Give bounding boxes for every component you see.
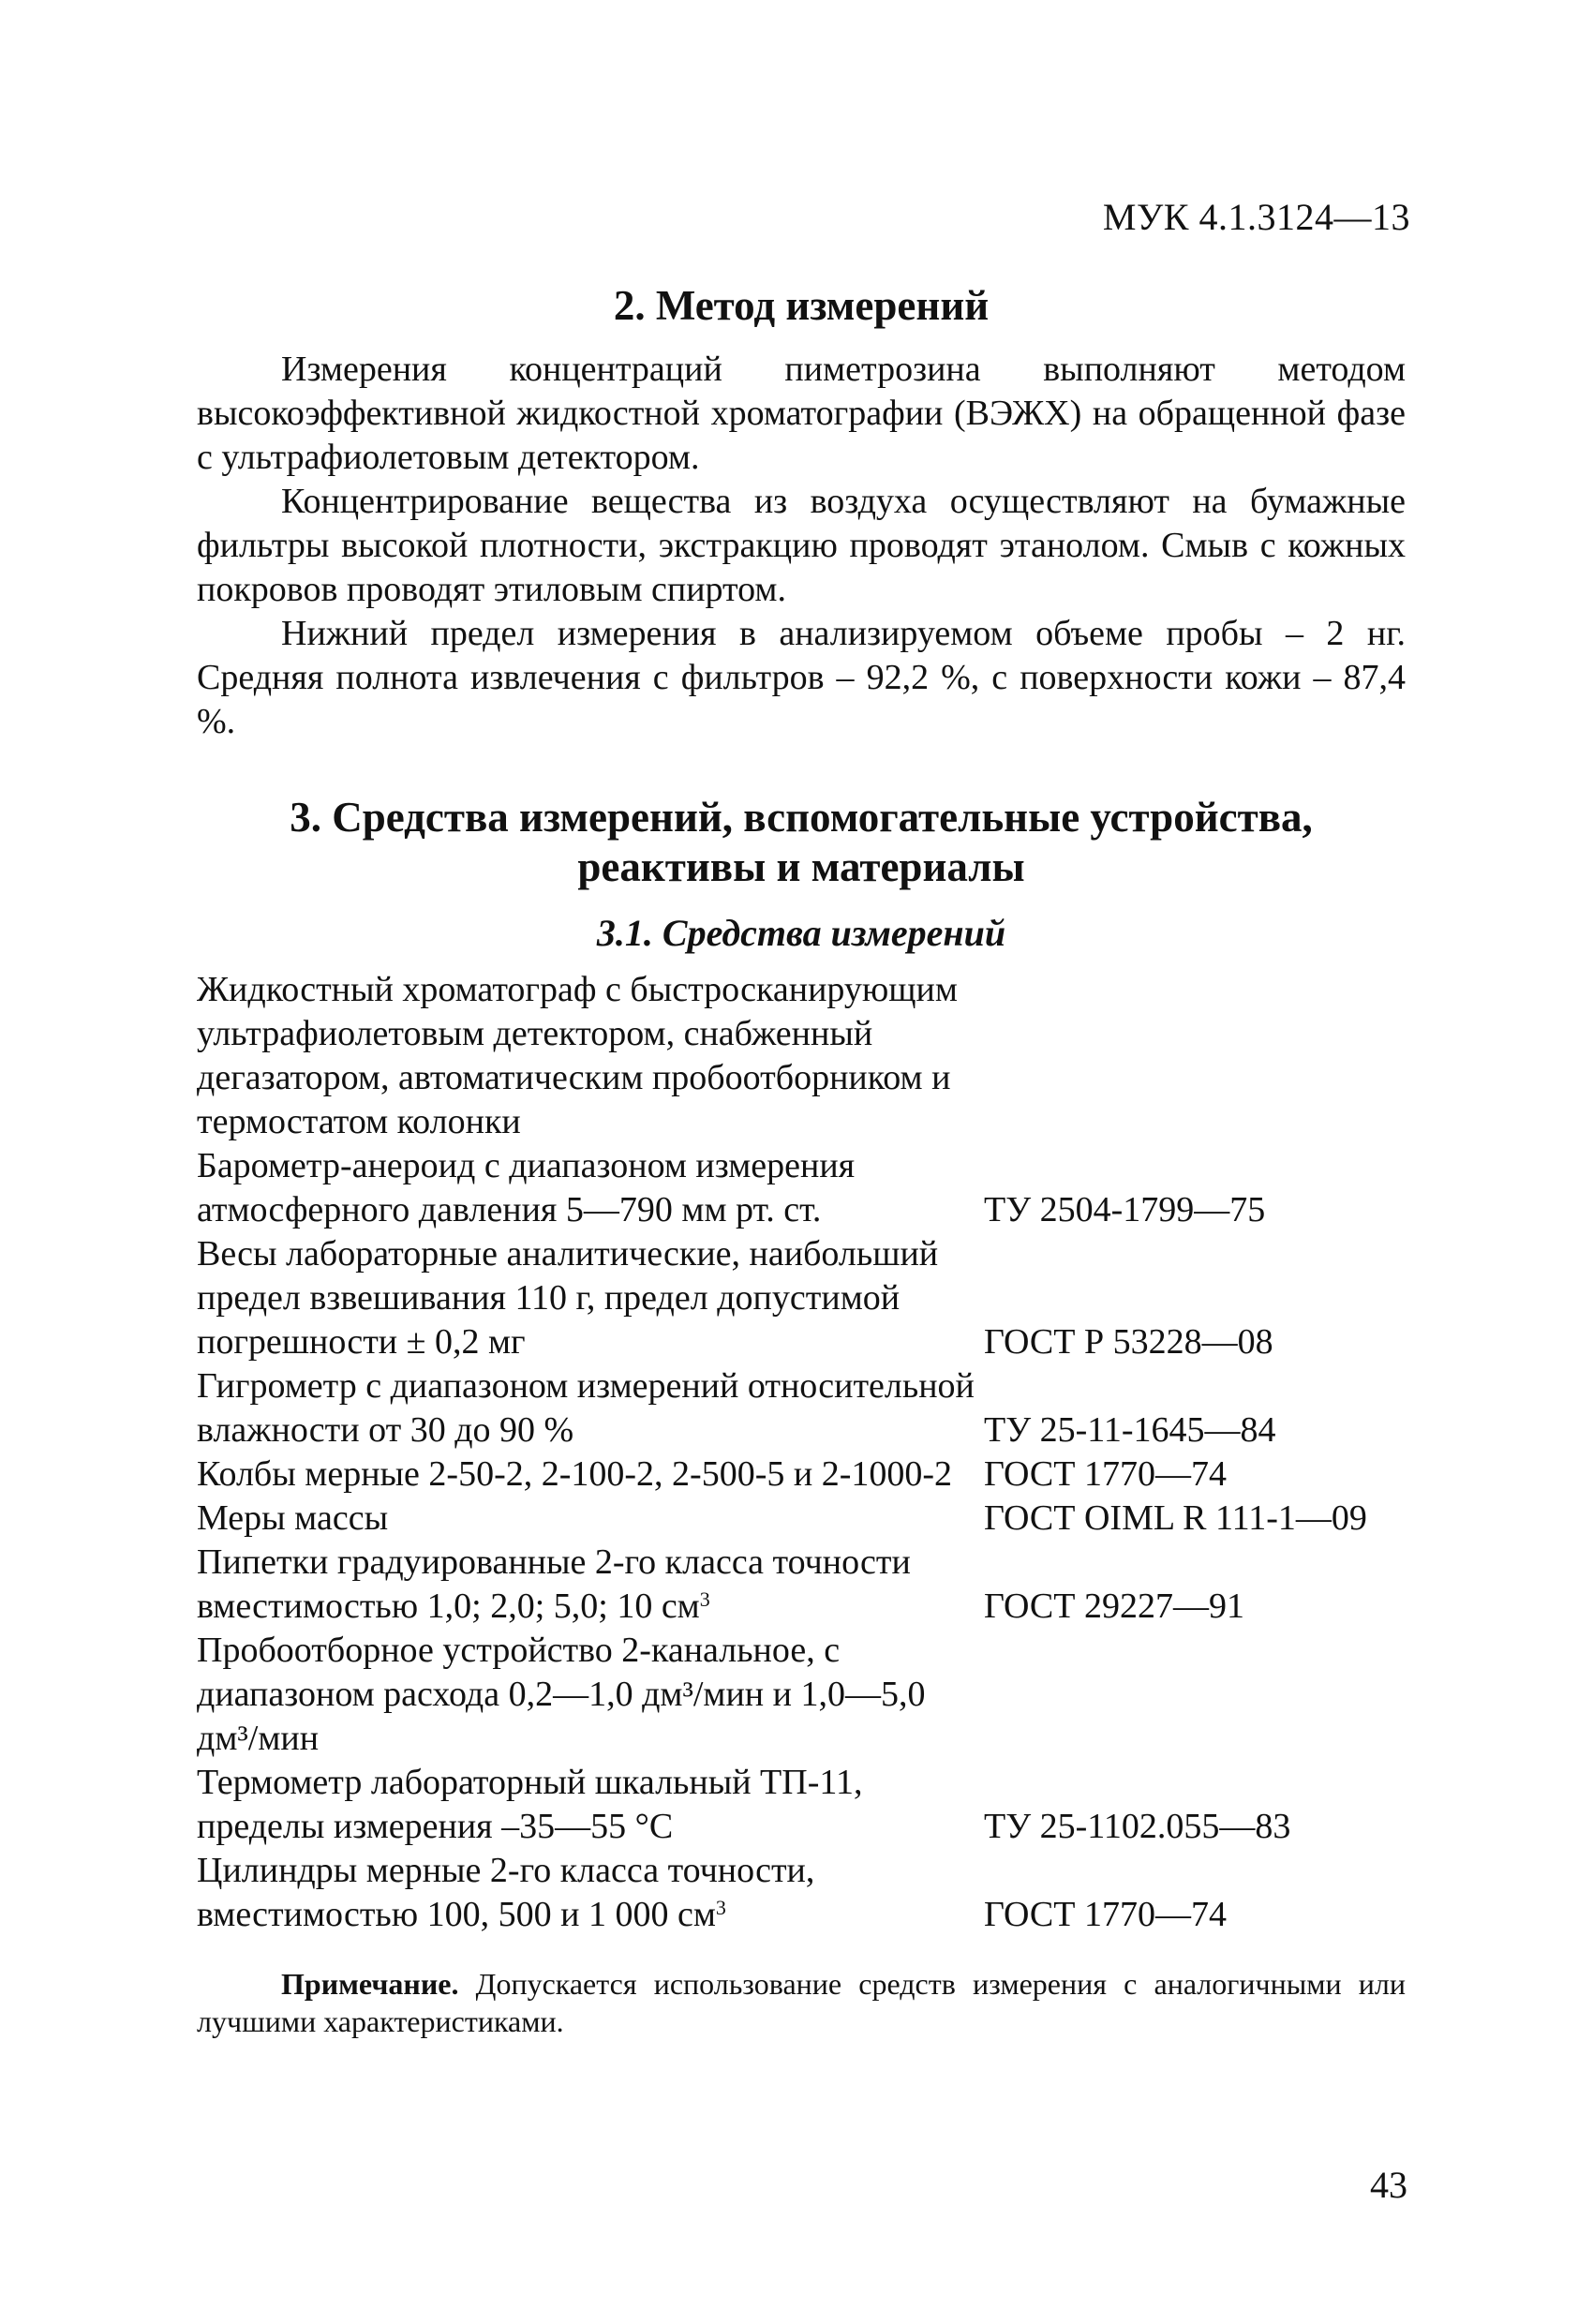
- document-code: МУК 4.1.3124—13: [1102, 196, 1410, 238]
- instrument-item: [197, 1364, 1406, 1452]
- instrument-standard: ТУ 25-1102.055—83: [984, 1807, 1291, 1847]
- instrument-standard: ГОСТ 1770—74: [984, 1454, 1227, 1495]
- instrument-description: Гигрометр с диапазоном измерений относительной влажности от 30 до 90 %: [197, 1366, 975, 1451]
- note: [197, 1965, 1406, 2040]
- note-label: Примечание.: [281, 1967, 459, 2002]
- instrument-description: Меры массы: [197, 1498, 389, 1539]
- section-3-title-line-1: 3. Средства измерений, вспомогательные устройства,: [290, 794, 1313, 842]
- instrument-description: Термометр лабораторный шкальный ТП-11, пределы измерения –35—55 °С: [197, 1763, 863, 1847]
- instruments-list: [197, 968, 1406, 1937]
- instrument-description: [197, 1541, 984, 1629]
- instrument-standard: ГОСТ 1770—74: [984, 1895, 1227, 1935]
- instrument-item: [197, 1144, 1406, 1232]
- instrument-description: Барометр-анероид с диапазоном измерения атмосферного давления 5—790 мм рт. ст.: [197, 1146, 856, 1230]
- superscript-exponent: 3: [715, 1896, 726, 1920]
- instrument-item: [197, 968, 1406, 1144]
- section-3-title: [197, 793, 1406, 892]
- instrument-standard: ТУ 25-11-1645—84: [984, 1410, 1276, 1451]
- instrument-standard: ГОСТ Р 53228—08: [984, 1322, 1273, 1363]
- page-number: 43: [1370, 2164, 1407, 2206]
- section-2-title: 2. Метод измерений: [613, 282, 990, 329]
- page-content: [197, 281, 1406, 2070]
- instrument-item: [197, 1849, 1406, 1937]
- instrument-description: [197, 1849, 984, 1937]
- section-2-paragraph: Измерения концентраций пиметрозина выполняют методом высокоэффективной жидкостной хроматографии (ВЭЖХ) на обращенной фазе с ультрафиолетовым детектором.: [197, 350, 1406, 478]
- superscript-exponent: 3: [699, 1587, 710, 1612]
- instrument-description: Колбы мерные 2-50-2, 2-100-2, 2-500-5 и 2-1000-2: [197, 1454, 952, 1495]
- note-text: Допускается использование средств измерения с аналогичными или лучшими характеристиками.: [197, 1967, 1407, 2039]
- instrument-item: [197, 1497, 1406, 1541]
- section-3-title-line-2: реактивы и материалы: [577, 843, 1025, 891]
- instrument-description-text: Пипетки градуированные 2-го класса точности вместимостью 1,0; 2,0; 5,0; 10 см: [197, 1542, 911, 1627]
- instrument-item: [197, 1541, 1406, 1629]
- instrument-description-text: Цилиндры мерные 2-го класса точности, вместимостью 100, 500 и 1 000 см: [197, 1851, 815, 1935]
- instrument-item: [197, 1629, 1406, 1761]
- instrument-standard: ГОСТ OIML R 111-1—09: [984, 1498, 1367, 1539]
- instrument-standard: ГОСТ 29227—91: [984, 1587, 1244, 1627]
- instrument-item: [197, 1232, 1406, 1364]
- instrument-item: [197, 1761, 1406, 1849]
- instrument-description: Пробоотборное устройство 2-канальное, с диапазоном расхода 0,2—1,0 дм³/мин и 1,0—5,0 дм³/мин: [197, 1631, 926, 1759]
- section-2-paragraph: Нижний предел измерения в анализируемом объеме пробы – 2 нг. Средняя полнота извлечения с фильтров – 92,2 %, с поверхности кожи – 87,4 %.: [197, 614, 1406, 742]
- instrument-standard: ТУ 2504-1799—75: [984, 1190, 1266, 1230]
- section-2-paragraph: Концентрирование вещества из воздуха осуществляют на бумажные фильтры высокой плотности, экстракцию проводят этанолом. Смыв с кожных покровов проводят этиловым спиртом.: [197, 482, 1406, 610]
- instrument-description: Жидкостный хроматограф с быстросканирующим ультрафиолетовым детектором, снабженный дегазатором, автоматическим пробоотборником и термостатом колонки: [197, 970, 958, 1142]
- instrument-item: [197, 1452, 1406, 1497]
- instrument-description: Весы лабораторные аналитические, наибольший предел взвешивания 110 г, предел допустимой погрешности ± 0,2 мг: [197, 1234, 939, 1363]
- subsection-3-1-title: 3.1. Средства измерений: [596, 912, 1006, 955]
